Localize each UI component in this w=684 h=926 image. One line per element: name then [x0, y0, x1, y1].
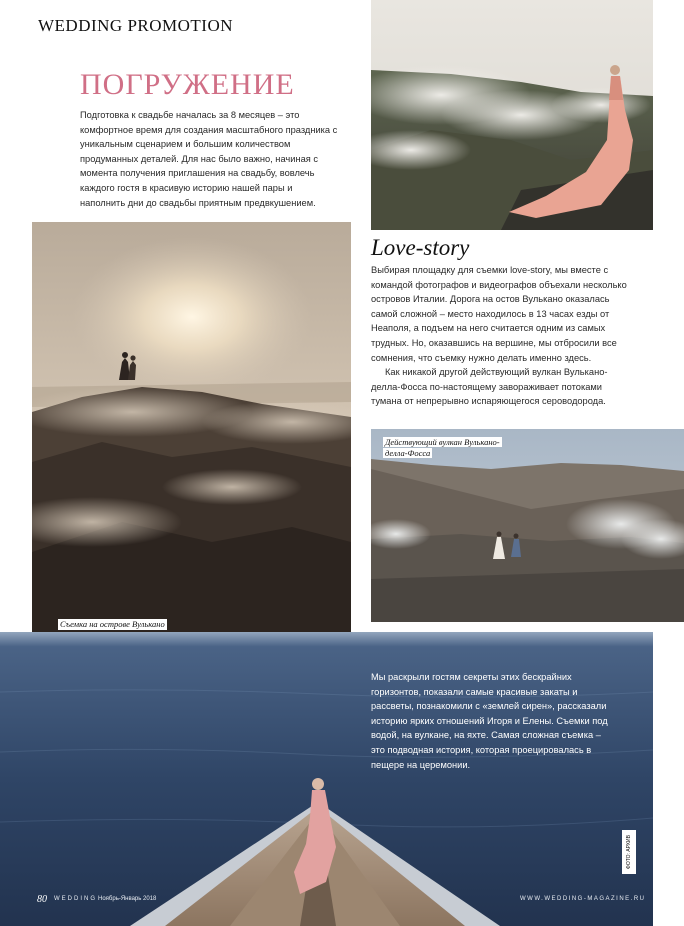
love-story-paragraph-2: Как никакой другой действующий вулкан Вулькано-делла-Фосса по-настоящему завораживает потоками тумана от непрерывно испаряющегося сероводорода.	[371, 367, 608, 407]
page-number: 80	[37, 894, 47, 905]
couple-sunset-volcano-photo	[32, 222, 351, 656]
love-story-text	[371, 263, 634, 409]
love-story-paragraph-1: Выбирая площадку для съемки love-story, мы вместе с командой фотографов и видеографов объехали несколько островов Италии. Дорога на остов Вулькано оказалась самой сложной – место находилось в 13 часах езды от Неаполя, а подъем на него считается одним из самых трудных. Но, оказавшись на вершине, мы отбросили все сомнения, что съемку нужно делать именно здесь.	[371, 265, 627, 363]
love-story-title: Love-story	[371, 235, 470, 260]
photo-credit: ФОТО: АРХИВ	[626, 835, 632, 869]
sea-paragraph: Мы раскрыли гостям секреты этих бескрайних горизонтов, показали самые красивые закаты и рассветы, познакомили с «землей сирен», рассказали историю ярких отношений Игоря и Елены. Съемки под водой, на вулкане, на яхте. Самая сложная съемка – это подводная история, которая проецировалась в пещере на церемонии.	[371, 672, 608, 770]
footer-website: WWW.WEDDING-MAGAZINE.RU	[520, 896, 646, 902]
bride-on-volcano-photo	[371, 0, 653, 230]
volcano-photo-caption	[381, 437, 503, 459]
footer-issue: Ноябрь-Январь 2018	[98, 896, 157, 902]
section-label: WEDDING PROMOTION	[38, 16, 234, 35]
island-photo-caption: Съемка на острове Вулькано	[60, 619, 165, 629]
volcano-photo-caption-text: Действующий вулкан Вулькано-делла-Фосса	[385, 437, 500, 458]
intro-paragraph: Подготовка к свадьбе началась за 8 месяцев – это комфортное время для создания масштабного праздника с уникальным сценарием и большим количеством продуманных деталей. Для нас было важно, начиная с момента получения приглашения на свадьбу, вовлечь каждого гостя в красивую историю нашей пары и наполнить дни до свадьбы приятным предвкушением.	[80, 110, 338, 208]
page-headline: ПОГРУЖЕНИЕ	[80, 68, 295, 101]
footer-magazine-name: WEDDING	[54, 896, 97, 902]
